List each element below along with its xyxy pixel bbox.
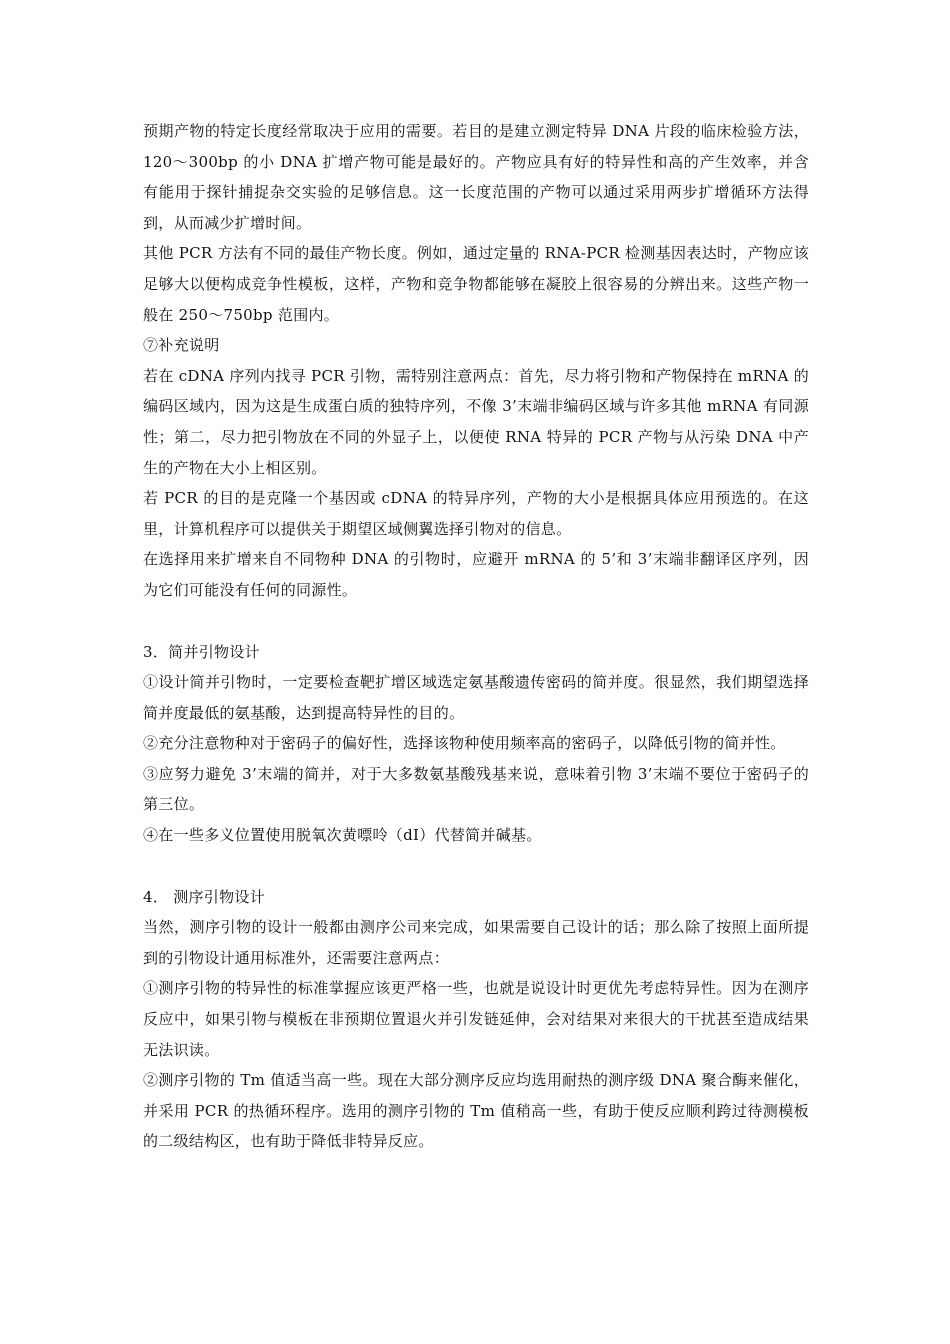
- paragraph-product-length: 预期产物的特定长度经常取决于应用的需要。若目的是建立测定特异 DNA 片段的临床检验方法，120～300bp 的小 DNA 扩增产物可能是最好的。产物应具有好的特异性和高的产生效率，并含有能用于探针捕捉杂交实验的足够信息。这一长度范围的产物可以通过采用两步扩增循环方法得到，从而减少扩增时间。: [143, 122, 809, 232]
- paragraph-other-pcr-methods: 其他 PCR 方法有不同的最佳产物长度。例如，通过定量的 RNA-PCR 检测基因表达时，产物应该足够大以便构成竞争性模板，这样，产物和竞争物都能够在凝胶上很容易的分辨出来。这些产物一般在 250～750bp 范围内。: [143, 244, 809, 324]
- list-item-degenerate-2: ②充分注意物种对于密码子的偏好性，选择该物种使用频率高的密码子，以降低引物的简并性。: [143, 734, 786, 753]
- section-heading-degenerate-primers: 3．简并引物设计: [143, 642, 260, 661]
- section-heading-sequencing-primers: 4． 测序引物设计: [143, 887, 266, 906]
- paragraph-supplement-title: ⑦补充说明: [143, 336, 220, 355]
- blank-line: [143, 851, 809, 882]
- list-item-degenerate-4: ④在一些多义位置使用脱氧次黄嘌呤（dI）代替简并碱基。: [143, 826, 542, 845]
- document-body: [143, 116, 809, 1157]
- list-item-sequencing-1: ①测序引物的特异性的标准掌握应该更严格一些，也就是说设计时更优先考虑特异性。因为在测序反应中，如果引物与模板在非预期位置退火并引发链延伸，会对结果对来很大的干扰甚至造成结果无法识读。: [143, 979, 809, 1059]
- blank-line: [143, 606, 809, 637]
- paragraph-cloning-purpose: 若 PCR 的目的是克隆一个基因或 cDNA 的特异序列，产物的大小是根据具体应用预选的。在这里，计算机程序可以提供关于期望区域侧翼选择引物对的信息。: [143, 489, 809, 538]
- paragraph-sequencing-intro: 当然，测序引物的设计一般都由测序公司来完成，如果需要自己设计的话；那么除了按照上面所提到的引物设计通用标准外，还需要注意两点：: [143, 918, 809, 967]
- paragraph-cross-species: 在选择用来扩增来自不同物种 DNA 的引物时，应避开 mRNA 的 5’和 3’末端非翻译区序列，因为它们可能没有任何的同源性。: [143, 550, 809, 599]
- paragraph-cdna-primers: 若在 cDNA 序列内找寻 PCR 引物，需特别注意两点：首先，尽力将引物和产物保持在 mRNA 的编码区域内，因为这是生成蛋白质的独特序列，不像 3’末端非编码区域与许多其他 mRNA 有同源性；第二，尽力把引物放在不同的外显子上，以便使 RNA 特异的 PCR 产物与从污染 DNA 中产生的产物在大小上相区别。: [143, 366, 809, 477]
- list-item-degenerate-3: ③应努力避免 3’末端的简并，对于大多数氨基酸残基来说，意味着引物 3’末端不要位于密码子的第三位。: [143, 764, 809, 814]
- list-item-sequencing-2: ②测序引物的 Tm 值适当高一些。现在大部分测序反应均选用耐热的测序级 DNA 聚合酶来催化，并采用 PCR 的热循环程序。选用的测序引物的 Tm 值稍高一些，有助于使反应顺利跨过待测模板的二级结构区，也有助于降低非特异反应。: [143, 1071, 809, 1151]
- list-item-degenerate-1: ①设计简并引物时，一定要检查靶扩增区域选定氨基酸遗传密码的简并度。很显然，我们期望选择简并度最低的氨基酸，达到提高特异性的目的。: [143, 673, 809, 722]
